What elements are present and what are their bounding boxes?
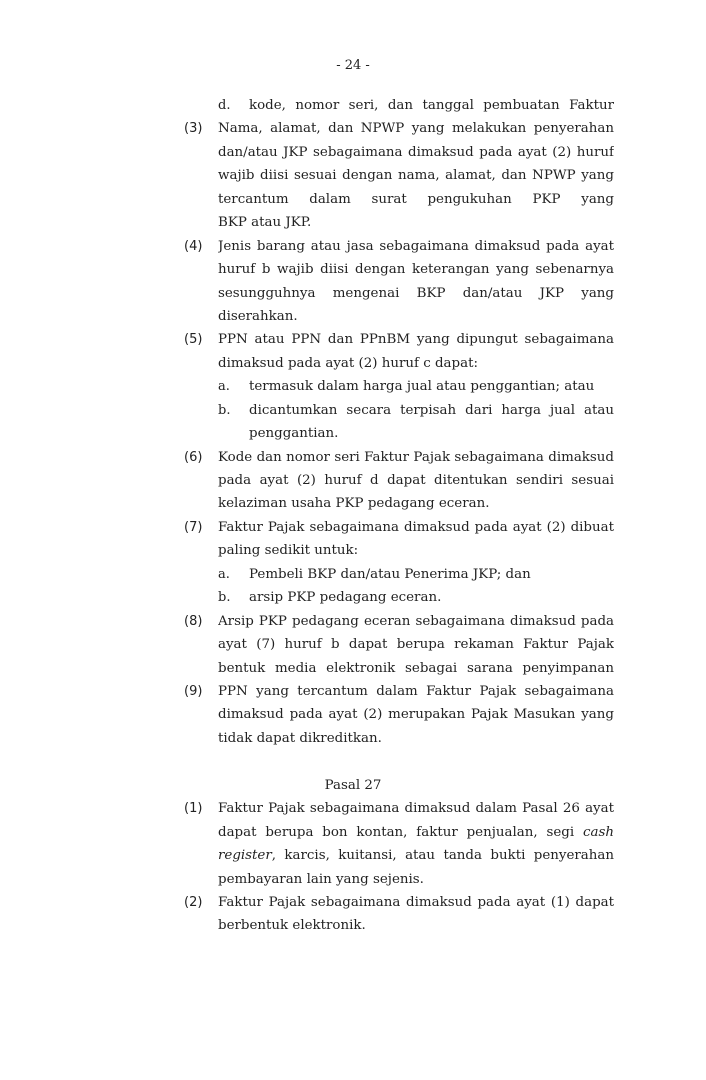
- text-run: tidak dapat dikreditkan.: [218, 730, 382, 746]
- line-text: [218, 284, 614, 304]
- sub-item-letter: a.: [218, 379, 230, 395]
- text-run: kelaziman usaha PKP pedagang eceran.: [218, 496, 490, 512]
- text-run: dapat berupa bon kontan, faktur penjualan, segi: [218, 824, 575, 840]
- document-line: [0, 588, 706, 608]
- line-text: [218, 354, 478, 374]
- text-run: PPN atau PPN dan PPnBM yang dipungut sebagaimana: [218, 332, 614, 348]
- item-number: (8): [184, 613, 203, 629]
- text-run: tercantum dalam surat pengukuhan PKP yang: [218, 191, 614, 207]
- text-run: sesungguhnya mengenai BKP dan/atau JKP yang: [218, 285, 614, 301]
- text-run: paling sedikit untuk:: [218, 543, 359, 559]
- italic-term: register: [218, 848, 272, 864]
- text-run: pada ayat (2) huruf d dapat ditentukan sendiri sesuai: [218, 473, 614, 489]
- line-text: [218, 190, 614, 210]
- text-run: wajib diisi sesuai dengan nama, alamat, dan NPWP yang: [218, 168, 614, 184]
- item-number: (2): [184, 894, 203, 910]
- line-text: [249, 424, 338, 444]
- line-text: [218, 846, 614, 866]
- document-line: [0, 870, 706, 890]
- section-heading: Pasal 27: [324, 777, 382, 793]
- item-number: (5): [184, 332, 203, 348]
- line-text: [218, 213, 311, 233]
- line-text: [218, 870, 424, 890]
- line-text: [218, 682, 614, 702]
- document-line: [0, 307, 706, 327]
- item-number: (9): [184, 684, 203, 699]
- text-run: Kode dan nomor seri Faktur Pajak sebagaimana dimaksud: [218, 449, 614, 465]
- document-line: [0, 119, 706, 139]
- document-line: [0, 471, 706, 491]
- text-run: arsip PKP pedagang eceran.: [249, 590, 442, 606]
- line-text: [249, 565, 531, 585]
- text-run: dicantumkan secara terpisah dari harga jual atau: [249, 402, 614, 418]
- sub-item-letter: d.: [218, 98, 231, 113]
- sub-item-letter: a.: [218, 566, 230, 582]
- document-line: [0, 448, 706, 468]
- document-line: [0, 190, 706, 210]
- line-text: [218, 330, 614, 350]
- text-run: ayat (7) huruf b dapat berupa rekaman Faktur Pajak: [218, 637, 614, 653]
- text-run: , karcis, kuitansi, atau tanda bukti penyerahan: [271, 848, 614, 864]
- document-line: [0, 565, 706, 585]
- page-number: - 24 -: [336, 58, 370, 73]
- sub-item-letter: b.: [218, 402, 231, 418]
- text-run: termasuk dalam harga jual atau penggantian; atau: [249, 379, 595, 395]
- line-text: [218, 729, 382, 749]
- line-text: [218, 237, 614, 257]
- document-line: [0, 284, 706, 304]
- text-run: dimaksud pada ayat (2) huruf c dapat:: [218, 355, 478, 371]
- line-text: [218, 659, 614, 679]
- line-text: [218, 518, 614, 538]
- text-run: BKP atau JKP.: [218, 215, 312, 231]
- document-line: [0, 823, 706, 843]
- document-line: [0, 682, 706, 702]
- text-run: huruf b wajib diisi dengan keterangan yang sebenarnya: [218, 262, 614, 278]
- line-text: [218, 823, 614, 843]
- text-run: dan/atau JKP sebagaimana dimaksud pada ayat (2) huruf: [218, 144, 614, 160]
- line-text: [218, 635, 614, 655]
- line-text: [218, 541, 358, 561]
- text-run: Faktur Pajak sebagaimana dimaksud dalam Pasal 26 ayat: [218, 801, 614, 817]
- text-run: Faktur Pajak sebagaimana dimaksud pada ayat (2) dibuat: [218, 519, 614, 535]
- line-text: [249, 377, 594, 397]
- line-text: [218, 448, 614, 468]
- sub-item-letter: b.: [218, 590, 231, 606]
- item-number: (6): [184, 449, 203, 465]
- document-line: [0, 213, 706, 233]
- line-text: [249, 96, 614, 116]
- document-line: [0, 96, 706, 116]
- item-number: (1): [184, 801, 203, 817]
- document-line: [0, 143, 706, 163]
- document-line: [0, 612, 706, 632]
- line-text: [218, 143, 614, 163]
- document-line: [0, 494, 706, 514]
- line-text: [218, 471, 614, 491]
- text-run: pembayaran lain yang sejenis.: [218, 871, 424, 887]
- line-text: [218, 494, 490, 514]
- text-run: PPN yang tercantum dalam Faktur Pajak sebagaimana: [218, 684, 614, 699]
- text-run: berbentuk elektronik.: [218, 918, 366, 934]
- text-run: bentuk media elektronik sebagai sarana penyimpanan: [218, 660, 614, 676]
- document-line: [0, 541, 706, 561]
- line-text: [249, 401, 614, 421]
- text-run: Pembeli BKP dan/atau Penerima JKP; dan: [249, 566, 531, 582]
- document-line: [0, 635, 706, 655]
- document-line: [0, 916, 706, 936]
- document-line: [0, 166, 706, 186]
- document-line: [0, 799, 706, 819]
- document-line: [0, 401, 706, 421]
- document-line: [0, 330, 706, 350]
- text-run: Arsip PKP pedagang eceran sebagaimana dimaksud pada: [218, 613, 614, 629]
- line-text: [218, 893, 614, 913]
- line-text: [218, 612, 614, 632]
- line-text: [218, 119, 614, 139]
- text-run: diserahkan.: [218, 308, 298, 324]
- document-line: [0, 354, 706, 374]
- line-text: [218, 705, 614, 725]
- line-text: [249, 588, 441, 608]
- line-text: [218, 260, 614, 280]
- line-text: [218, 799, 614, 819]
- text-run: penggantian.: [249, 426, 339, 442]
- text-run: kode, nomor seri, dan tanggal pembuatan Faktur: [249, 98, 614, 113]
- italic-term: cash: [583, 824, 614, 840]
- document-line: [0, 659, 706, 679]
- text-run: Nama, alamat, dan NPWP yang melakukan penyerahan: [218, 121, 614, 137]
- document-line: [0, 260, 706, 280]
- text-run: dimaksud pada ayat (2) merupakan Pajak Masukan yang: [218, 707, 614, 723]
- document-line: [0, 424, 706, 444]
- document-line: [0, 518, 706, 538]
- item-number: (3): [184, 121, 203, 137]
- document-line: [0, 705, 706, 725]
- document-line: [0, 729, 706, 749]
- text-run: Faktur Pajak sebagaimana dimaksud pada ayat (1) dapat: [218, 894, 614, 910]
- document-line: [0, 377, 706, 397]
- document-line: [0, 237, 706, 257]
- item-number: (4): [184, 238, 203, 254]
- line-text: [218, 307, 298, 327]
- item-number: (7): [184, 519, 203, 535]
- document-line: [0, 893, 706, 913]
- line-text: [218, 916, 366, 936]
- line-text: [218, 166, 614, 186]
- document-line: [0, 846, 706, 866]
- text-run: Jenis barang atau jasa sebagaimana dimaksud pada ayat: [218, 238, 614, 254]
